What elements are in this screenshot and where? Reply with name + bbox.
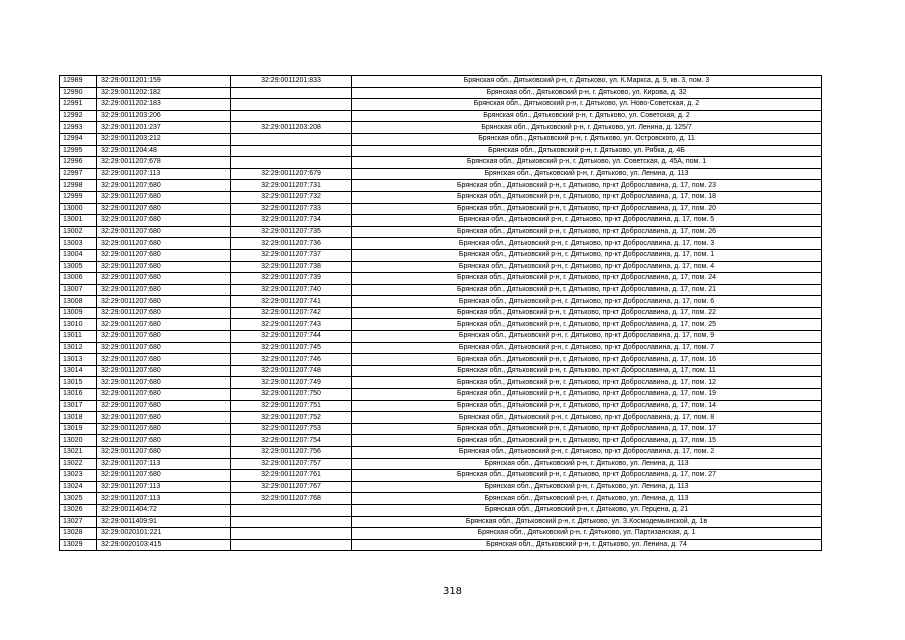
linked-cadastral-number-cell: 32:29:0011207:746	[231, 354, 352, 366]
table-row	[60, 377, 822, 389]
table-row	[60, 528, 822, 540]
row-number-cell: 13000	[60, 203, 97, 215]
linked-cadastral-number-cell	[231, 145, 352, 157]
row-number-cell: 13029	[60, 539, 97, 551]
linked-cadastral-number-cell	[231, 99, 352, 111]
address-cell: Брянская обл., Дятьковский р-н, г. Дятьково, ул. Ленина, д. 113	[352, 458, 822, 470]
table-row	[60, 76, 822, 88]
cadastral-number-cell: 32:29:0011201:159	[97, 76, 231, 88]
row-number-cell: 13020	[60, 435, 97, 447]
linked-cadastral-number-cell: 32:29:0011207:743	[231, 319, 352, 331]
cadastral-number-cell: 32:29:0011404:72	[97, 504, 231, 516]
cadastral-number-cell: 32:29:0011207:680	[97, 261, 231, 273]
linked-cadastral-number-cell	[231, 110, 352, 122]
row-number-cell: 12996	[60, 157, 97, 169]
address-cell: Брянская обл., Дятьковский р-н, г. Дятьково, пр-кт Доброславина, д. 17, пом. 12	[352, 377, 822, 389]
table-row	[60, 412, 822, 424]
table-row	[60, 539, 822, 551]
table-row	[60, 226, 822, 238]
address-cell: Брянская обл., Дятьковский р-н, г. Дятьково, пр-кт Доброславина, д. 17, пом. 27	[352, 470, 822, 482]
cadastral-number-cell: 32:29:0011202:183	[97, 99, 231, 111]
linked-cadastral-number-cell: 32:29:0011207:754	[231, 435, 352, 447]
table-row	[60, 447, 822, 459]
row-number-cell: 13009	[60, 307, 97, 319]
table-row	[60, 145, 822, 157]
cadastral-number-cell: 32:29:0011207:680	[97, 470, 231, 482]
cadastral-number-cell: 32:29:0011409:91	[97, 516, 231, 528]
row-number-cell: 13012	[60, 342, 97, 354]
address-cell: Брянская обл., Дятьковский р-н, г. Дятьково, пр-кт Доброславина, д. 17, пом. 6	[352, 296, 822, 308]
address-cell: Брянская обл., Дятьковский р-н, г. Дятьково, ул. Ленина, д. 113	[352, 168, 822, 180]
linked-cadastral-number-cell: 32:29:0011207:738	[231, 261, 352, 273]
address-cell: Брянская обл., Дятьковский р-н, г. Дятьково, ул. Ленина, д. 113	[352, 493, 822, 505]
linked-cadastral-number-cell: 32:29:0011207:740	[231, 284, 352, 296]
row-number-cell: 13026	[60, 504, 97, 516]
linked-cadastral-number-cell: 32:29:0011207:734	[231, 215, 352, 227]
linked-cadastral-number-cell	[231, 133, 352, 145]
row-number-cell: 13010	[60, 319, 97, 331]
address-cell: Брянская обл., Дятьковский р-н, г. Дятьково, ул. Ново-Советская, д. 2	[352, 99, 822, 111]
row-number-cell: 13013	[60, 354, 97, 366]
table-row	[60, 307, 822, 319]
cadastral-number-cell: 32:29:0011207:680	[97, 412, 231, 424]
row-number-cell: 12994	[60, 133, 97, 145]
address-cell: Брянская обл., Дятьковский р-н, г. Дятьково, пр-кт Доброславина, д. 17, пом. 2	[352, 447, 822, 459]
address-cell: Брянская обл., Дятьковский р-н, г. Дятьково, пр-кт Доброславина, д. 17, пом. 1	[352, 249, 822, 261]
linked-cadastral-number-cell: 32:29:0011207:761	[231, 470, 352, 482]
address-cell: Брянская обл., Дятьковский р-н, г. Дятьково, пр-кт Доброславина, д. 17, пом. 7	[352, 342, 822, 354]
cadastral-number-cell: 32:29:0011207:680	[97, 447, 231, 459]
row-number-cell: 13015	[60, 377, 97, 389]
row-number-cell: 13018	[60, 412, 97, 424]
table-row	[60, 238, 822, 250]
address-cell: Брянская обл., Дятьковский р-н, г. Дятьково, ул. Ленина, д. 113	[352, 481, 822, 493]
table-row	[60, 203, 822, 215]
address-cell: Брянская обл., Дятьковский р-н, г. Дятьково, пр-кт Доброславина, д. 17, пом. 14	[352, 400, 822, 412]
linked-cadastral-number-cell: 32:29:0011207:736	[231, 238, 352, 250]
cadastral-number-cell: 32:29:0011207:680	[97, 203, 231, 215]
address-cell: Брянская обл., Дятьковский р-н, г. Дятьково, пр-кт Доброславина, д. 17, пом. 21	[352, 284, 822, 296]
address-cell: Брянская обл., Дятьковский р-н, г. Дятьково, пр-кт Доброславина, д. 17, пом. 25	[352, 319, 822, 331]
cadastral-number-cell: 32:29:0011207:680	[97, 284, 231, 296]
address-cell: Брянская обл., Дятьковский р-н, г. Дятьково, пр-кт Доброславина, д. 17, пом. 9	[352, 331, 822, 343]
table-row	[60, 261, 822, 273]
linked-cadastral-number-cell: 32:29:0011207:735	[231, 226, 352, 238]
registry-table	[59, 75, 822, 551]
table-row	[60, 191, 822, 203]
cadastral-number-cell: 32:29:0011207:113	[97, 168, 231, 180]
row-number-cell: 13017	[60, 400, 97, 412]
cadastral-number-cell: 32:29:0011207:680	[97, 423, 231, 435]
table-row	[60, 504, 822, 516]
linked-cadastral-number-cell: 32:29:0011207:744	[231, 331, 352, 343]
row-number-cell: 13025	[60, 493, 97, 505]
cadastral-number-cell: 32:29:0011201:237	[97, 122, 231, 134]
cadastral-number-cell: 32:29:0011207:113	[97, 481, 231, 493]
linked-cadastral-number-cell	[231, 157, 352, 169]
linked-cadastral-number-cell	[231, 528, 352, 540]
address-cell: Брянская обл., Дятьковский р-н, г. Дятьково, пр-кт Доброславина, д. 17, пом. 8	[352, 412, 822, 424]
linked-cadastral-number-cell: 32:29:0011207:752	[231, 412, 352, 424]
linked-cadastral-number-cell: 32:29:0011207:679	[231, 168, 352, 180]
registry-table-body	[60, 76, 822, 551]
cadastral-number-cell: 32:29:0011207:680	[97, 191, 231, 203]
cadastral-number-cell: 32:29:0020103:415	[97, 539, 231, 551]
linked-cadastral-number-cell: 32:29:0011201:833	[231, 76, 352, 88]
address-cell: Брянская обл., Дятьковский р-н, г. Дятьково, пр-кт Доброславина, д. 17, пом. 20	[352, 203, 822, 215]
address-cell: Брянская обл., Дятьковский р-н, г. Дятьково, пр-кт Доброславина, д. 17, пом. 11	[352, 365, 822, 377]
address-cell: Брянская обл., Дятьковский р-н, г. Дятьково, пр-кт Доброславина, д. 17, пом. 15	[352, 435, 822, 447]
address-cell: Брянская обл., Дятьковский р-н, г. Дятьково, пр-кт Доброславина, д. 17, пом. 18	[352, 191, 822, 203]
linked-cadastral-number-cell	[231, 516, 352, 528]
row-number-cell: 13014	[60, 365, 97, 377]
linked-cadastral-number-cell: 32:29:0011207:750	[231, 389, 352, 401]
table-row	[60, 122, 822, 134]
table-row	[60, 273, 822, 285]
table-row	[60, 516, 822, 528]
cadastral-number-cell: 32:29:0011207:113	[97, 493, 231, 505]
table-row	[60, 249, 822, 261]
row-number-cell: 13027	[60, 516, 97, 528]
address-cell: Брянская обл., Дятьковский р-н, г. Дятьково, пр-кт Доброславина, д. 17, пом. 26	[352, 226, 822, 238]
table-row	[60, 470, 822, 482]
table-row	[60, 133, 822, 145]
table-row	[60, 157, 822, 169]
cadastral-number-cell: 32:29:0011207:680	[97, 377, 231, 389]
row-number-cell: 13007	[60, 284, 97, 296]
address-cell: Брянская обл., Дятьковский р-н, г. Дятьково, ул. Партизанская, д. 1	[352, 528, 822, 540]
linked-cadastral-number-cell: 32:29:0011207:756	[231, 447, 352, 459]
address-cell: Брянская обл., Дятьковский р-н, г. Дятьково, пр-кт Доброславина, д. 17, пом. 23	[352, 180, 822, 192]
row-number-cell: 13028	[60, 528, 97, 540]
linked-cadastral-number-cell: 32:29:0011207:767	[231, 481, 352, 493]
row-number-cell: 13023	[60, 470, 97, 482]
address-cell: Брянская обл., Дятьковский р-н, г. Дятьково, ул. Советская, д. 2	[352, 110, 822, 122]
table-row	[60, 87, 822, 99]
cadastral-number-cell: 32:29:0011207:680	[97, 273, 231, 285]
table-row	[60, 180, 822, 192]
address-cell: Брянская обл., Дятьковский р-н, г. Дятьково, пр-кт Доброславина, д. 17, пом. 5	[352, 215, 822, 227]
row-number-cell: 13005	[60, 261, 97, 273]
row-number-cell: 13002	[60, 226, 97, 238]
cadastral-number-cell: 32:29:0011207:680	[97, 435, 231, 447]
cadastral-number-cell: 32:29:0011207:680	[97, 354, 231, 366]
table-row	[60, 423, 822, 435]
table-row	[60, 168, 822, 180]
cadastral-number-cell: 32:29:0011207:680	[97, 238, 231, 250]
table-row	[60, 493, 822, 505]
row-number-cell: 13024	[60, 481, 97, 493]
address-cell: Брянская обл., Дятьковский р-н, г. Дятьково, ул. Кирова, д. 32	[352, 87, 822, 99]
address-cell: Брянская обл., Дятьковский р-н, г. Дятьково, ул. Островского, д. 11	[352, 133, 822, 145]
row-number-cell: 13016	[60, 389, 97, 401]
linked-cadastral-number-cell: 32:29:0011203:208	[231, 122, 352, 134]
linked-cadastral-number-cell: 32:29:0011207:733	[231, 203, 352, 215]
row-number-cell: 13021	[60, 447, 97, 459]
linked-cadastral-number-cell: 32:29:0011207:731	[231, 180, 352, 192]
table-row	[60, 296, 822, 308]
cadastral-number-cell: 32:29:0011207:680	[97, 249, 231, 261]
row-number-cell: 12998	[60, 180, 97, 192]
row-number-cell: 13011	[60, 331, 97, 343]
cadastral-number-cell: 32:29:0011202:182	[97, 87, 231, 99]
address-cell: Брянская обл., Дятьковский р-н, г. Дятьково, пр-кт Доброславина, д. 17, пом. 17	[352, 423, 822, 435]
table-row	[60, 342, 822, 354]
linked-cadastral-number-cell: 32:29:0011207:739	[231, 273, 352, 285]
row-number-cell: 12999	[60, 191, 97, 203]
table-row	[60, 215, 822, 227]
row-number-cell: 12995	[60, 145, 97, 157]
cadastral-number-cell: 32:29:0011207:680	[97, 215, 231, 227]
linked-cadastral-number-cell	[231, 504, 352, 516]
cadastral-number-cell: 32:29:0011207:680	[97, 389, 231, 401]
row-number-cell: 12997	[60, 168, 97, 180]
table-row	[60, 110, 822, 122]
linked-cadastral-number-cell: 32:29:0011207:745	[231, 342, 352, 354]
cadastral-number-cell: 32:29:0011207:680	[97, 342, 231, 354]
linked-cadastral-number-cell: 32:29:0011207:737	[231, 249, 352, 261]
cadastral-number-cell: 32:29:0011207:680	[97, 400, 231, 412]
row-number-cell: 12989	[60, 76, 97, 88]
table-row	[60, 331, 822, 343]
linked-cadastral-number-cell: 32:29:0011207:748	[231, 365, 352, 377]
row-number-cell: 12991	[60, 99, 97, 111]
address-cell: Брянская обл., Дятьковский р-н, г. Дятьково, пр-кт Доброславина, д. 17, пом. 24	[352, 273, 822, 285]
address-cell: Брянская обл., Дятьковский р-н, г. Дятьково, ул. Ленина, д. 125/7	[352, 122, 822, 134]
address-cell: Брянская обл., Дятьковский р-н, г. Дятьково, ул. Рябка, д. 4Б	[352, 145, 822, 157]
cadastral-number-cell: 32:29:0020101:221	[97, 528, 231, 540]
cadastral-number-cell: 32:29:0011203:206	[97, 110, 231, 122]
page-number: 318	[442, 586, 463, 597]
linked-cadastral-number-cell: 32:29:0011207:742	[231, 307, 352, 319]
row-number-cell: 13019	[60, 423, 97, 435]
cadastral-number-cell: 32:29:0011207:680	[97, 226, 231, 238]
cadastral-number-cell: 32:29:0011207:680	[97, 307, 231, 319]
table-row	[60, 435, 822, 447]
table-row	[60, 365, 822, 377]
row-number-cell: 13001	[60, 215, 97, 227]
address-cell: Брянская обл., Дятьковский р-н, г. Дятьково, пр-кт Доброславина, д. 17, пом. 19	[352, 389, 822, 401]
table-row	[60, 319, 822, 331]
address-cell: Брянская обл., Дятьковский р-н, г. Дятьково, ул. Ленина, д. 74	[352, 539, 822, 551]
row-number-cell: 13004	[60, 249, 97, 261]
row-number-cell: 13022	[60, 458, 97, 470]
cadastral-number-cell: 32:29:0011207:680	[97, 180, 231, 192]
row-number-cell: 12990	[60, 87, 97, 99]
cadastral-number-cell: 32:29:0011207:678	[97, 157, 231, 169]
linked-cadastral-number-cell	[231, 87, 352, 99]
cadastral-number-cell: 32:29:0011207:680	[97, 365, 231, 377]
table-row	[60, 389, 822, 401]
table-row	[60, 481, 822, 493]
address-cell: Брянская обл., Дятьковский р-н, г. Дятьково, пр-кт Доброславина, д. 17, пом. 22	[352, 307, 822, 319]
table-row	[60, 458, 822, 470]
address-cell: Брянская обл., Дятьковский р-н, г. Дятьково, пр-кт Доброславина, д. 17, пом. 4	[352, 261, 822, 273]
address-cell: Брянская обл., Дятьковский р-н, г. Дятьково, пр-кт Доброславина, д. 17, пом. 16	[352, 354, 822, 366]
linked-cadastral-number-cell: 32:29:0011207:753	[231, 423, 352, 435]
linked-cadastral-number-cell: 32:29:0011207:741	[231, 296, 352, 308]
cadastral-number-cell: 32:29:0011204:48	[97, 145, 231, 157]
table-row	[60, 99, 822, 111]
linked-cadastral-number-cell	[231, 539, 352, 551]
cadastral-number-cell: 32:29:0011207:680	[97, 331, 231, 343]
linked-cadastral-number-cell: 32:29:0011207:751	[231, 400, 352, 412]
address-cell: Брянская обл., Дятьковский р-н, г. Дятьково, ул. З.Космодемьянской, д. 1в	[352, 516, 822, 528]
cadastral-number-cell: 32:29:0011207:680	[97, 296, 231, 308]
linked-cadastral-number-cell: 32:29:0011207:768	[231, 493, 352, 505]
linked-cadastral-number-cell: 32:29:0011207:732	[231, 191, 352, 203]
row-number-cell: 13006	[60, 273, 97, 285]
row-number-cell: 12993	[60, 122, 97, 134]
cadastral-number-cell: 32:29:0011203:212	[97, 133, 231, 145]
address-cell: Брянская обл., Дятьковский р-н, г. Дятьково, пр-кт Доброславина, д. 17, пом. 3	[352, 238, 822, 250]
linked-cadastral-number-cell: 32:29:0011207:757	[231, 458, 352, 470]
row-number-cell: 12992	[60, 110, 97, 122]
linked-cadastral-number-cell: 32:29:0011207:749	[231, 377, 352, 389]
table-row	[60, 400, 822, 412]
address-cell: Брянская обл., Дятьковский р-н, г. Дятьково, ул. Советская, д. 45А, пом. 1	[352, 157, 822, 169]
row-number-cell: 13003	[60, 238, 97, 250]
table-row	[60, 284, 822, 296]
cadastral-number-cell: 32:29:0011207:680	[97, 319, 231, 331]
table-row	[60, 354, 822, 366]
cadastral-number-cell: 32:29:0011207:113	[97, 458, 231, 470]
address-cell: Брянская обл., Дятьковский р-н, г. Дятьково, ул. К.Маркса, д. 9, кв. 3, пом. 3	[352, 76, 822, 88]
row-number-cell: 13008	[60, 296, 97, 308]
address-cell: Брянская обл., Дятьковский р-н, г. Дятьково, ул. Герцена, д. 21	[352, 504, 822, 516]
